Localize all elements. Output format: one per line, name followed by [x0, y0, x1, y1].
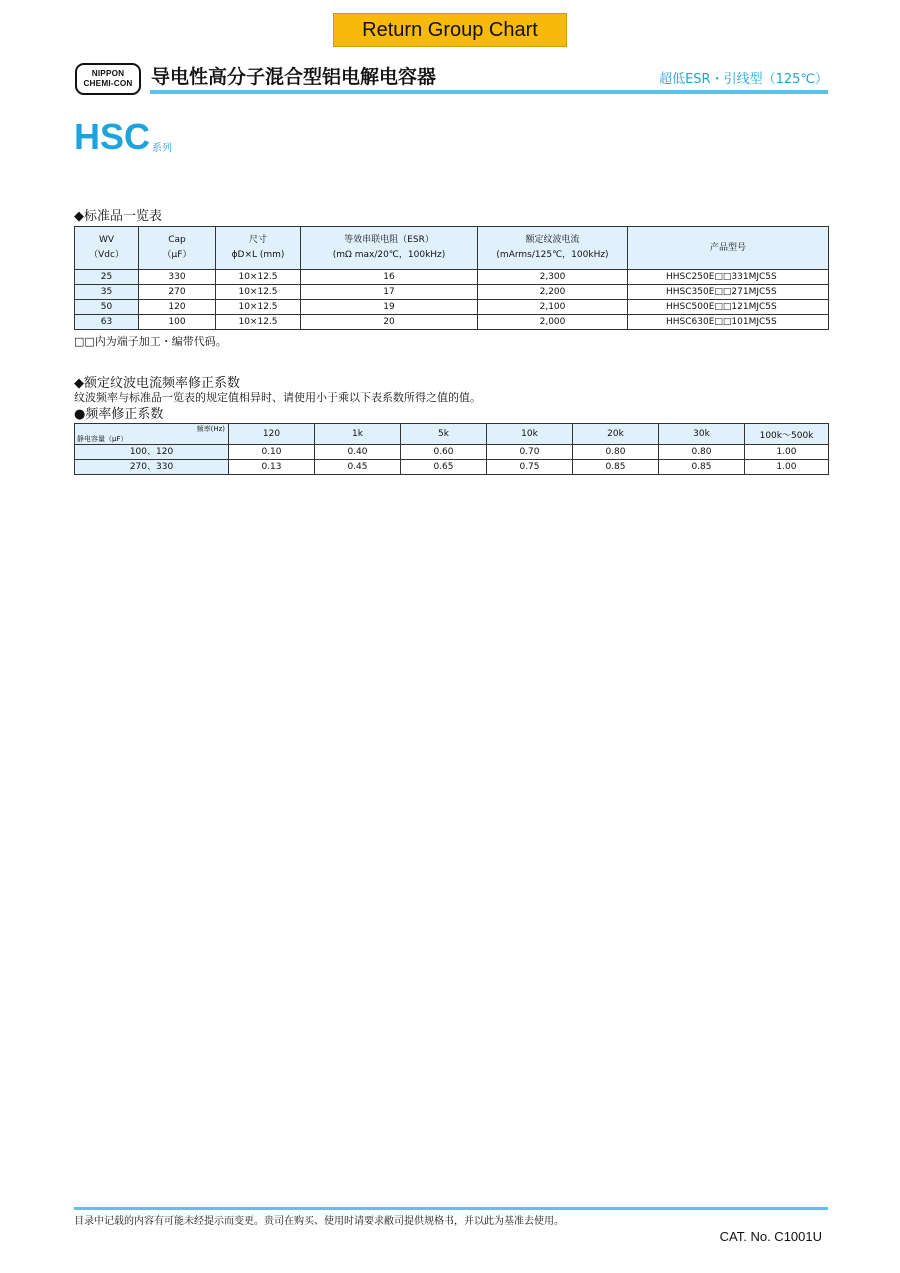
- header-wv: [75, 227, 139, 270]
- cell-esr: 16: [301, 270, 478, 285]
- terminal-code-note: □□内为端子加工・编带代码。: [74, 335, 227, 348]
- cell-esr: 17: [301, 285, 478, 300]
- header-size: [216, 227, 301, 270]
- header-part-number: [628, 227, 829, 270]
- cell-cap: 270: [139, 285, 216, 300]
- cell-coefficient: 0.40: [315, 445, 401, 460]
- standard-products-table: [74, 226, 829, 330]
- cell-part-number: HHSC250E□□331MJC5S: [628, 270, 829, 285]
- cell-ripple: 2,100: [478, 300, 628, 315]
- header-size-line1: 尺寸: [248, 235, 267, 245]
- cell-size: 10×12.5: [216, 270, 301, 285]
- header-freq: 10k: [487, 424, 573, 445]
- footer-divider: [74, 1207, 828, 1210]
- cell-coefficient: 0.60: [401, 445, 487, 460]
- nippon-chemi-con-logo: [75, 63, 141, 95]
- header-freq: 120: [229, 424, 315, 445]
- cell-coefficient: 1.00: [745, 460, 829, 475]
- cell-size: 10×12.5: [216, 315, 301, 330]
- frequency-correction-table: [74, 423, 829, 475]
- ripple-description: 纹波频率与标准品一览表的规定值相异时、请使用小于乘以下表系数所得之值的值。: [74, 391, 481, 404]
- header-freq: 20k: [573, 424, 659, 445]
- series-name: HSC: [74, 116, 151, 157]
- header-cap-line1: Cap: [168, 235, 186, 245]
- table-row: [75, 285, 829, 300]
- cell-wv: 50: [75, 300, 139, 315]
- catalog-number: CAT. No. C1001U: [719, 1229, 822, 1244]
- header-wv-line1: WV: [98, 235, 115, 245]
- cell-cap: 100: [139, 315, 216, 330]
- header-esr: [301, 227, 478, 270]
- ripple-subheading: ●频率修正系数: [74, 407, 164, 422]
- cell-cap: 120: [139, 300, 216, 315]
- header-corner: [75, 424, 229, 445]
- table-header-row: [75, 227, 829, 270]
- cell-capacitance: 100、120: [75, 445, 229, 460]
- cell-coefficient: 1.00: [745, 445, 829, 460]
- table-header-row: [75, 424, 829, 445]
- cell-coefficient: 0.80: [659, 445, 745, 460]
- cell-coefficient: 0.85: [573, 460, 659, 475]
- header-ripple: [478, 227, 628, 270]
- cell-wv: 25: [75, 270, 139, 285]
- footer-disclaimer: 目录中记载的内容有可能未经提示而变更。贵司在购买、使用时请要求敝司提供规格书，并以此为基准去使用。: [74, 1216, 564, 1227]
- cell-part-number: HHSC500E□□121MJC5S: [628, 300, 829, 315]
- header-esr-line2: (mΩ max/20℃，100kHz): [332, 250, 446, 260]
- header-size-line2: ϕD×L (mm): [231, 250, 285, 260]
- cell-ripple: 2,300: [478, 270, 628, 285]
- cell-wv: 35: [75, 285, 139, 300]
- header-esr-line1: 等效串联电阻（ESR）: [344, 235, 434, 245]
- header-cap-line2: （μF）: [162, 250, 192, 260]
- cell-coefficient: 0.85: [659, 460, 745, 475]
- page-subtitle: 超低ESR・引线型（125℃）: [659, 72, 828, 87]
- cell-ripple: 2,200: [478, 285, 628, 300]
- header-freq: 5k: [401, 424, 487, 445]
- cell-part-number: HHSC350E□□271MJC5S: [628, 285, 829, 300]
- header-cap: [139, 227, 216, 270]
- cell-coefficient: 0.70: [487, 445, 573, 460]
- title-underline: [150, 90, 828, 94]
- cell-coefficient: 0.75: [487, 460, 573, 475]
- header-part-number-line1: 产品型号: [709, 242, 746, 253]
- series-title: [74, 118, 172, 156]
- series-suffix: 系列: [152, 143, 173, 154]
- cell-coefficient: 0.80: [573, 445, 659, 460]
- header-freq: 30k: [659, 424, 745, 445]
- logo-line2: CHEMI-CON: [83, 79, 133, 88]
- cell-esr: 20: [301, 315, 478, 330]
- header-freq: 1k: [315, 424, 401, 445]
- cell-coefficient: 0.65: [401, 460, 487, 475]
- header-ripple-line1: 额定纹波电流: [525, 235, 580, 245]
- cell-part-number: HHSC630E□□101MJC5S: [628, 315, 829, 330]
- header-frequency-label: 频率(Hz): [196, 425, 225, 433]
- cell-size: 10×12.5: [216, 300, 301, 315]
- cell-wv: 63: [75, 315, 139, 330]
- table-row: [75, 460, 829, 475]
- table-row: [75, 315, 829, 330]
- ripple-heading: ◆额定纹波电流频率修正系数: [74, 376, 240, 391]
- cell-capacitance: 270、330: [75, 460, 229, 475]
- return-group-chart-button[interactable]: [333, 13, 567, 47]
- header-ripple-line2: (mArms/125℃，100kHz): [496, 250, 609, 260]
- page-title: 导电性高分子混合型铝电解电容器: [151, 66, 437, 88]
- cell-esr: 19: [301, 300, 478, 315]
- cell-coefficient: 0.10: [229, 445, 315, 460]
- cell-coefficient: 0.13: [229, 460, 315, 475]
- cell-coefficient: 0.45: [315, 460, 401, 475]
- table-row: [75, 445, 829, 460]
- return-group-chart-label: Return Group Chart: [362, 18, 538, 41]
- standard-heading: ◆标准品一览表: [74, 209, 162, 224]
- cell-cap: 330: [139, 270, 216, 285]
- table-row: [75, 300, 829, 315]
- header-wv-line2: （Vdc）: [89, 250, 124, 260]
- table-row: [75, 270, 829, 285]
- header-freq: 100k～500k: [745, 424, 829, 445]
- logo-line1: NIPPON: [91, 69, 125, 78]
- cell-size: 10×12.5: [216, 285, 301, 300]
- header-capacitance-label: 静电容量（μF）: [77, 435, 128, 443]
- cell-ripple: 2,000: [478, 315, 628, 330]
